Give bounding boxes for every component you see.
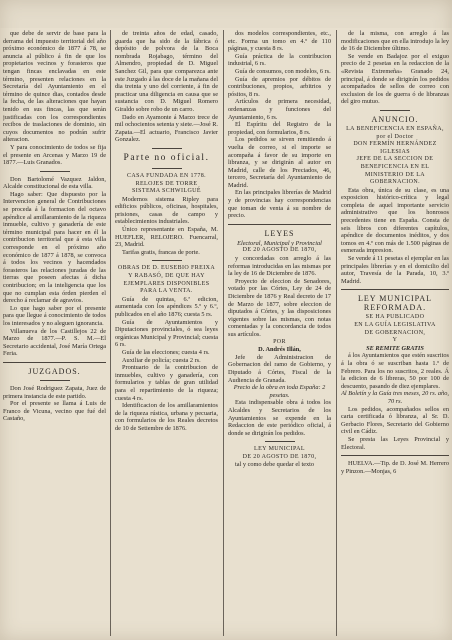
paragraph: Los pedidos se sirven remitiendo á vuelta de correo, si el importe se acompaña á favor de su importe en libranza, y se dirigirán al autor en Madrid, calle de los Preciados, 46, tercero, Secretaría del Ayuntamiento de Madrid. xyxy=(228,136,331,189)
centered-caption: DE 20 AGOSTO DE 1870, xyxy=(242,247,317,254)
centered-caption: POR xyxy=(273,338,286,345)
centered-caption: RELOJES DE TORRE xyxy=(135,180,198,187)
paragraph: Proyecto de eleccion de Senadores, votado por las Córtes, Ley de 24 de Diciembre de 1876 y Real decreto de 17 de Marzo de 1877, sobre eleccion de diputados á Córtes, y las disposiciones vigentes sobre las mismas, con notas comentadas y la concordancia de todos sus artículos. xyxy=(228,277,331,338)
centered-caption: SE HA PUBLICADO xyxy=(365,314,425,321)
paragraph: que debe de servir de base para la derrama del impuesto territorial del año próximo económico de 1877 á 78, se anuncia al público á fin de que los propietarios vecinos y forasteros que tengan fincas enclavadas en este término, presenten relaciones en la Secretaría del Ayuntamiento en el término de quince dias, contados desde la fecha, de las alteraciones que hayan tenido en sus fincas, las que serán justificadas con los correspondientes recibos de traslaciones de dominio, sin cuyos documentos no podrán sufrir alteracion. xyxy=(3,30,106,144)
divider xyxy=(228,224,331,225)
paragraph: Tarifas gratis, francas de porte. xyxy=(122,248,200,256)
section-heading: LEYES xyxy=(264,228,295,238)
paragraph: Villanueva de los Castillejos 22 de Marzo de 1877.—P. S. M.—El Secretario accidental, José María Ortega Feria. xyxy=(3,327,106,358)
paragraph: Jefe de Administracion de Gobernacion del ramo de Gobierno, y Diputado á Córtes, Fiscal de la Audiencia de Granada. xyxy=(228,353,331,384)
author-name: D. Andrés Illán, xyxy=(258,346,301,354)
paragraph: Único representante en España, M. HUEFLER, RELOJERO. Fuencarral, 23, Madrid. xyxy=(115,226,218,249)
divider xyxy=(341,455,449,456)
paragraph: Dado en Ayamonte á Marzo trece de mil ochocientos setenta y siete.—José R. Zapata.—El actuario, Francisco Javier Gonzalez. xyxy=(115,113,218,144)
centered-caption: Y xyxy=(392,337,398,344)
paragraph: Guía de consumos, con modelos, 6 rs. xyxy=(235,67,331,75)
paragraph: á los Ayuntamientos que estén suscritos á la obra ó se suscriban hasta 1.º de Febrero. Para los no suscritos, 2 reales. Á la edicion de 6 libreras, 50 por 100 de descuento, pasando de diez ejemplares. xyxy=(341,352,449,390)
paragraph: y concordadas con arreglo á las reformas introducidas en las mismas por la ley de 16 de Diciembre de 1876. xyxy=(228,255,331,278)
paragraph: Esta indispensable obra á todos los Alcaldes y Secretarios de los Ayuntamientos se expende en la Redaccion de este periódico oficial, á donde se dirigirán los pedidos. xyxy=(228,399,331,437)
column-rule xyxy=(223,30,224,636)
column-rule xyxy=(336,30,337,636)
paragraph: Por el presente se llama á Luis de Franco de Vicuna, vecino que fué del Castaño, xyxy=(3,400,106,423)
paragraph: El Espíritu del Registro de la propiedad, con formularios, 8 rs. xyxy=(228,121,331,136)
section-heading: ANUNCIO. xyxy=(371,114,419,124)
centered-caption: DE 20 AGOSTO DE 1870, xyxy=(242,453,317,460)
centered-caption: LEY MUNICIPAL xyxy=(254,446,305,453)
centered-caption: Precio de la obra en toda España: 2 pesetas. xyxy=(233,384,326,399)
paragraph: Lo que hago saber por el presente para que llegue á conocimiento de todos los interesados y no aleguen ignorancia. xyxy=(3,304,106,327)
centered-caption: OBRAS DE D. EUSEBIO FREIXA Y RABASÓ, DE QUE HAY EJEMPLARES DISPONIBLES PARA LA VENTA. xyxy=(117,265,216,295)
paragraph: Se presta las Leyes Provincial y Electoral. xyxy=(341,435,449,451)
centered-caption: DE GOBERNACION, xyxy=(364,329,426,336)
centered-caption: Al Boletín y la Guía tres meses, 20 rs. año, 70 rs. xyxy=(341,390,449,405)
paragraph: Y para conocimiento de todos se fija el presente en Arcenas y Marzo 19 de 1877.—Luis Granados. xyxy=(3,143,106,167)
section-heading: LEY MUNICIPAL REFORMADA. xyxy=(358,294,432,313)
paragraph: dos modelos correspondientes, etc., etc. Forma un tomo en 4.º de 110 páginas, y cuesta 8 rs. xyxy=(228,30,331,53)
paragraph: Don José Rodriguez Zapata, Juez de primera instancia de este partido. xyxy=(3,384,106,400)
centered-caption: SE REMITE GRATIS xyxy=(366,344,424,352)
paragraph: Modernos sistema Ripley para edificios públicos, oficinas, hospitales, prisiones, casas de campo y establecimientos industriales. xyxy=(115,195,218,226)
paragraph: Guía de quintas, 6.ª edicion, aumentada con los apéndices 5.º y 6.º, publicados en el año 1876; cuesta 5 rs. xyxy=(115,295,218,318)
divider xyxy=(40,380,70,381)
centered-caption: SISTEMA SCHWILGUÉ xyxy=(132,188,201,195)
section-heading: JUZGADOS. xyxy=(28,366,81,376)
column-2 xyxy=(115,30,218,636)
centered-caption: LA BENEFICENCIA EN ESPAÑA, por el Doctor xyxy=(346,125,444,140)
divider xyxy=(265,441,295,442)
paragraph: HUELVA.—Tip. de D. José M. Herrero y Pinzon.—Monjas, 6 xyxy=(341,460,449,475)
paragraph: Artículos de primera necesidad, ordenanzas y funciones del Ayuntamiento, 6 rs. xyxy=(228,98,331,121)
paragraph: Identificacion de los amillaramientos de la riqueza rústica, urbana y pecuaria, con formularios de los Reales decretos de 10 de Setiembre de 1876. xyxy=(115,402,218,432)
divider xyxy=(152,260,182,261)
centered-caption: JEFE DE LA SECCION DE BENEFICENCIA EN EL MINISTERIO DE LA GOBERNACION. xyxy=(356,156,434,186)
paragraph: Hago saber: Que dispuesto por la Intervencion general de Contribuciones se proceda á la formacion del octavo apéndice al amillaramiento de la riqueza inmueble, cultivo y ganadería de este término municipal para hacer en él la contribucion territorial que á esta villa corresponde en el próximo año económico de 1877 á 1878, se convoca á todos los vecinos y hacendados forasteros las relaciones juradas de las tierras que poseen afectas á dicha contribucion; en la inteligencia que los que no cumplan esta órden pierden el derecho á reclamar de agravios. xyxy=(3,190,106,305)
paragraph: En las principales librerías de Madrid y de provincias hay correspondencias que toman de venta á su nombre de precio. xyxy=(228,189,331,220)
paragraph: Guía práctica de la contribucion industrial, 6 rs. xyxy=(228,52,331,68)
column-3 xyxy=(228,30,331,636)
divider xyxy=(152,148,182,149)
divider xyxy=(380,110,410,111)
section-heading: Parte no oficial. xyxy=(123,152,210,163)
paragraph: Los pedidos, acompañados sellos en carta certificada ó libranza, al Sr. D. Gerbacio Flores, Secretario del Gobierno civil en Cádiz. xyxy=(341,405,449,436)
column-rule xyxy=(110,30,111,636)
paragraph: Don Bartolomé Vazquez Jaldon, Alcalde constitucional de esta villa. xyxy=(3,175,106,191)
paragraph: de la misma, con arreglo á las modificaciones que en ella introdujo la ley de 16 de Diciembre último. xyxy=(341,30,449,53)
centered-caption: DON FERMÍN HERNÁNDEZ IGLESIAS xyxy=(353,141,437,155)
paragraph: Guía de apremios por débitos de contribuciones, propios, arbitrios y pósitos, 8 rs. xyxy=(228,75,331,98)
divider xyxy=(40,171,70,172)
paragraph: de treinta años de edad, casado, guarda que ha sido de la fábrica ó depósito de polvora de la Boca nombrada Rojabago, término del Almendro, propiedad de D. Miguel Sanchez Gil, para que comparezca ante este Juzgado á las doce de la mañana del dia treinta y uno del corriente, á fin de practicar una diligencia en causa que se sustancia con D. Miguel Romero Giraldo sobre robo de un carro. xyxy=(115,30,218,113)
paragraph: Se vende á 11 pesetas el ejemplar en las principales librerías y en el domicilio del autor, Travesía de la Parada, 10, 3.º Madrid. xyxy=(341,255,449,285)
paragraph: Prontuario de la contribucion de inmuebles, cultivo y ganadería, con formularios y tablas de gran utilidad para el repartimiento de la riqueza; cuesta 4 rs. xyxy=(115,364,218,402)
paragraph: Guía de las elecciones; cuesta 4 rs. xyxy=(122,348,210,356)
paragraph: Se vende en Badajoz por el exiguo precio de 2 pesetas en la redaccion de la «Revista Extremeña» Granado 24, principal, á donde se dirigirán los pedidos acompañados de sellos de correo con exclusion de los de guerra ó de libranzas del giro mutuo. xyxy=(341,52,449,106)
divider xyxy=(341,289,449,290)
column-1 xyxy=(3,30,106,636)
centered-caption: EN LA GUÍA LEGISLATIVA xyxy=(354,322,436,328)
paragraph: Guía de Ayuntamientos y Diputaciones provinciales, ó sea leyes orgánicas Municipal y Provincial; cuesta 6 rs. xyxy=(115,318,218,349)
paragraph: Auxiliar de policía; cuesta 2 rs. xyxy=(122,356,201,364)
page-top-edge xyxy=(0,0,452,28)
centered-caption: CASA FUNDADA EN 1778. xyxy=(126,172,207,179)
paragraph: tal y como debe quedar el texto xyxy=(235,461,315,469)
column-4 xyxy=(341,30,449,636)
divider xyxy=(152,168,182,169)
paragraph: Esta obra, única de su clase, es una exposicion histórico-crítica y legal completa de aquel importante servicio administrativo que los honrosos precedentes tiene en España. Consta de seis libros con diferentes capítulos, apéndice de documentos inéditos, y dos tomos en 4.º con más de 1.500 páginas de esmerada impresion. xyxy=(341,186,449,255)
centered-caption: Electoral, Municipal y Provincial xyxy=(237,239,322,247)
divider xyxy=(3,362,106,363)
